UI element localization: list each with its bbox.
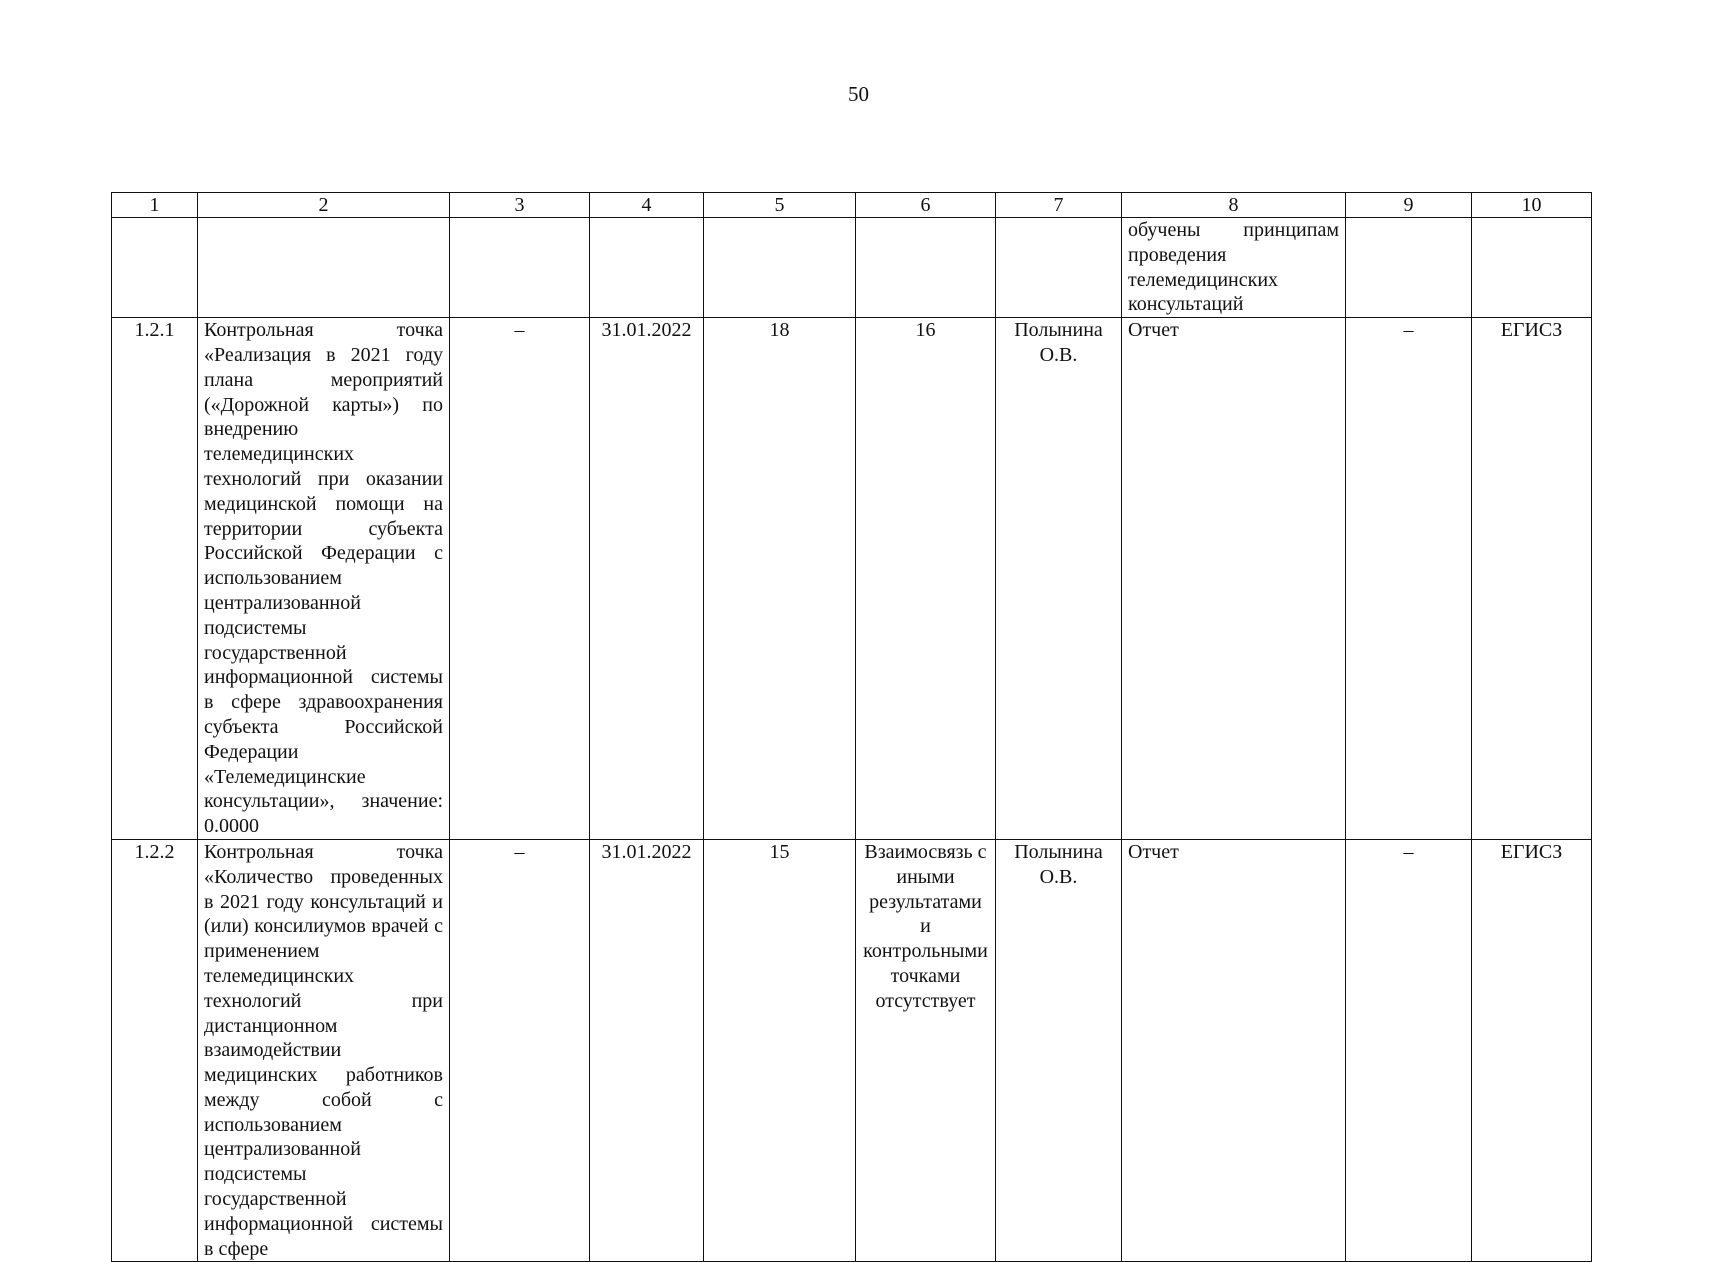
responsible-person: Полынина О.В. [996, 318, 1122, 840]
table-cell [590, 218, 704, 318]
table-cell: – [450, 839, 590, 1262]
column-header: 1 [112, 193, 198, 218]
column-header: 6 [856, 193, 996, 218]
table-row [112, 218, 1592, 318]
column-header: 3 [450, 193, 590, 218]
table-cell: – [1346, 318, 1472, 840]
row-number: 1.2.2 [112, 839, 198, 1262]
column-header: 2 [198, 193, 450, 218]
document-type: Отчет [1122, 318, 1346, 840]
table-cell [996, 218, 1122, 318]
table-cell: 15 [704, 839, 856, 1262]
table-cell: 18 [704, 318, 856, 840]
table-cell [450, 218, 590, 318]
table-cell [1346, 218, 1472, 318]
column-header: 9 [1346, 193, 1472, 218]
table-cell [1472, 218, 1592, 318]
column-header: 4 [590, 193, 704, 218]
document-table [111, 192, 1592, 1262]
table-cell [112, 218, 198, 318]
column-header: 10 [1472, 193, 1592, 218]
page-number: 50 [848, 82, 869, 106]
table-row [112, 839, 1592, 1262]
table-cell [198, 218, 450, 318]
row-number: 1.2.1 [112, 318, 198, 840]
table-cell: 16 [856, 318, 996, 840]
table-row [112, 318, 1592, 840]
information-system: ЕГИСЗ [1472, 318, 1592, 840]
column-header: 8 [1122, 193, 1346, 218]
document-type: Отчет [1122, 839, 1346, 1262]
table-cell: обучены принципам проведения телемедицинских консультаций [1122, 218, 1346, 318]
checkpoint-description: Контрольная точка «Реализация в 2021 году плана мероприятий («Дорожной карты») по внедрению телемедицинских технологий при оказании медицинской помощи на территории субъекта Российской Федерации с использованием централизованной подсистемы государственной информационной системы в сфере здравоохранения субъекта Российской Федерации «Телемедицинские консультации», значение: 0.0000 [198, 318, 450, 840]
table-cell [856, 218, 996, 318]
responsible-person: Полынина О.В. [996, 839, 1122, 1262]
deadline-date: 31.01.2022 [590, 839, 704, 1262]
table-header-row [112, 193, 1592, 218]
column-header: 5 [704, 193, 856, 218]
table-cell: – [1346, 839, 1472, 1262]
column-header: 7 [996, 193, 1122, 218]
relationship-note: Взаимосвязь с иными результатами и контрольными точками отсутствует [856, 839, 996, 1262]
table-cell: – [450, 318, 590, 840]
table-cell [704, 218, 856, 318]
information-system: ЕГИСЗ [1472, 839, 1592, 1262]
deadline-date: 31.01.2022 [590, 318, 704, 840]
checkpoint-description: Контрольная точка «Количество проведенных в 2021 году консультаций и (или) консилиумов врачей с применением телемедицинских технологий при дистанционном взаимодействии медицинских работников между собой с использованием централизованной подсистемы государственной информационной системы в сфере [198, 839, 450, 1262]
